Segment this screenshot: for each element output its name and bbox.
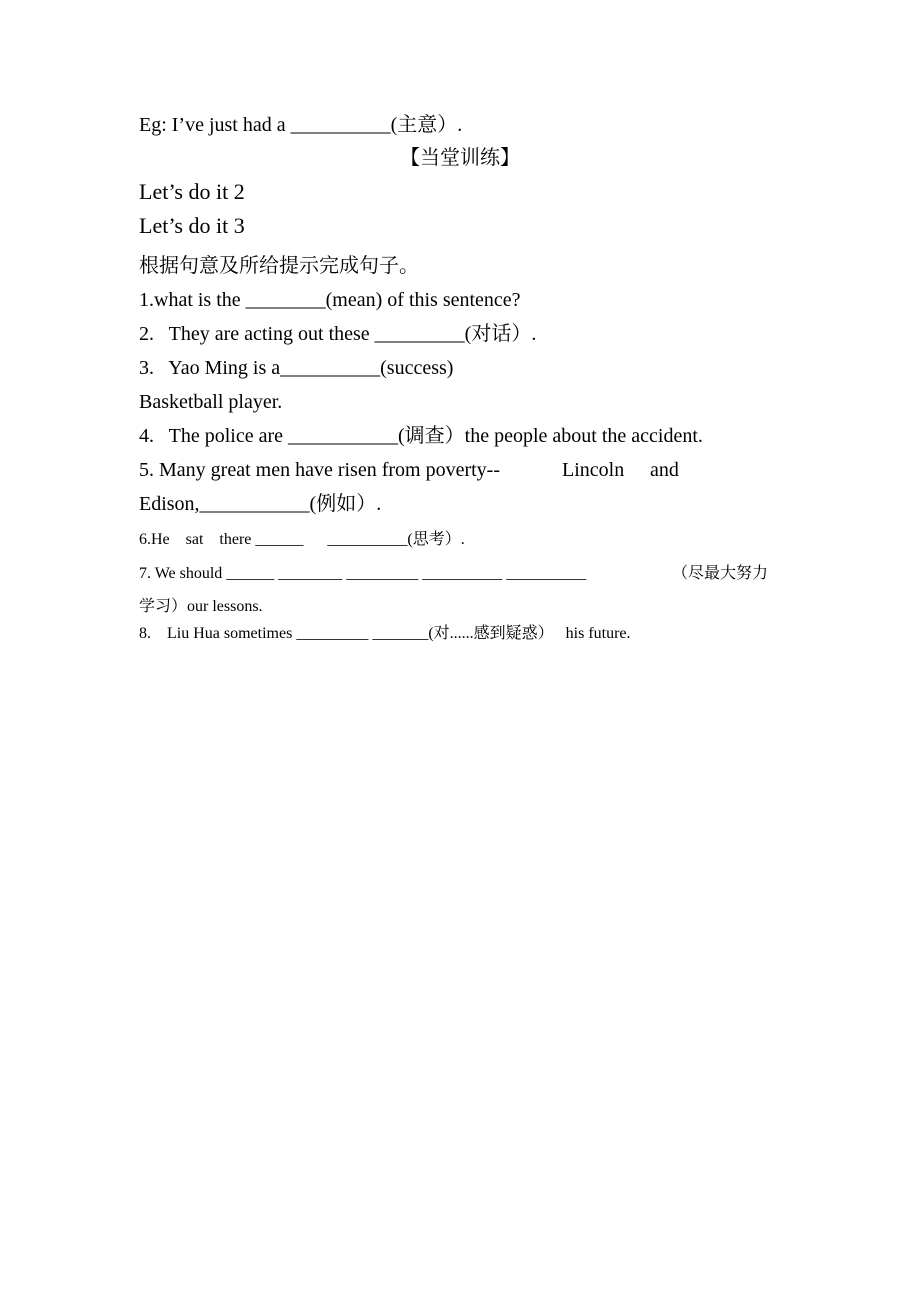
question-2: 2. They are acting out these _________(对话）.	[139, 323, 537, 345]
example-sentence: Eg: I’ve just had a __________(主意）.	[139, 114, 463, 136]
question-6: 6.He sat there ______ __________(思考）.	[139, 531, 465, 548]
question-5-word-lincoln: Lincoln	[562, 459, 625, 481]
question-4: 4. The police are ___________(调查）the people about the accident.	[139, 425, 703, 447]
question-8: 8. Liu Hua sometimes _________ _______(对......感到疑惑） his future.	[139, 625, 631, 642]
question-7: 7. We should ______ ________ _________ __________ __________	[139, 565, 587, 582]
question-3-continuation: Basketball player.	[139, 391, 283, 413]
question-5-continuation: Edison,___________(例如）.	[139, 493, 382, 515]
instruction: 根据句意及所给提示完成句子。	[139, 255, 419, 277]
question-7-continuation: 学习）our lessons.	[139, 598, 263, 615]
task-lets-do-it-3: Let’s do it 3	[139, 213, 245, 238]
question-5-word-and: and	[650, 459, 679, 481]
question-1: 1.what is the ________(mean) of this sentence?	[139, 289, 521, 311]
question-3: 3. Yao Ming is a__________(success)	[139, 357, 454, 379]
task-lets-do-it-2: Let’s do it 2	[139, 179, 245, 204]
question-5: 5. Many great men have risen from poverty--	[139, 459, 500, 481]
question-7-hint: （尽最大努力	[672, 565, 769, 582]
section-title: 【当堂训练】	[400, 147, 520, 169]
